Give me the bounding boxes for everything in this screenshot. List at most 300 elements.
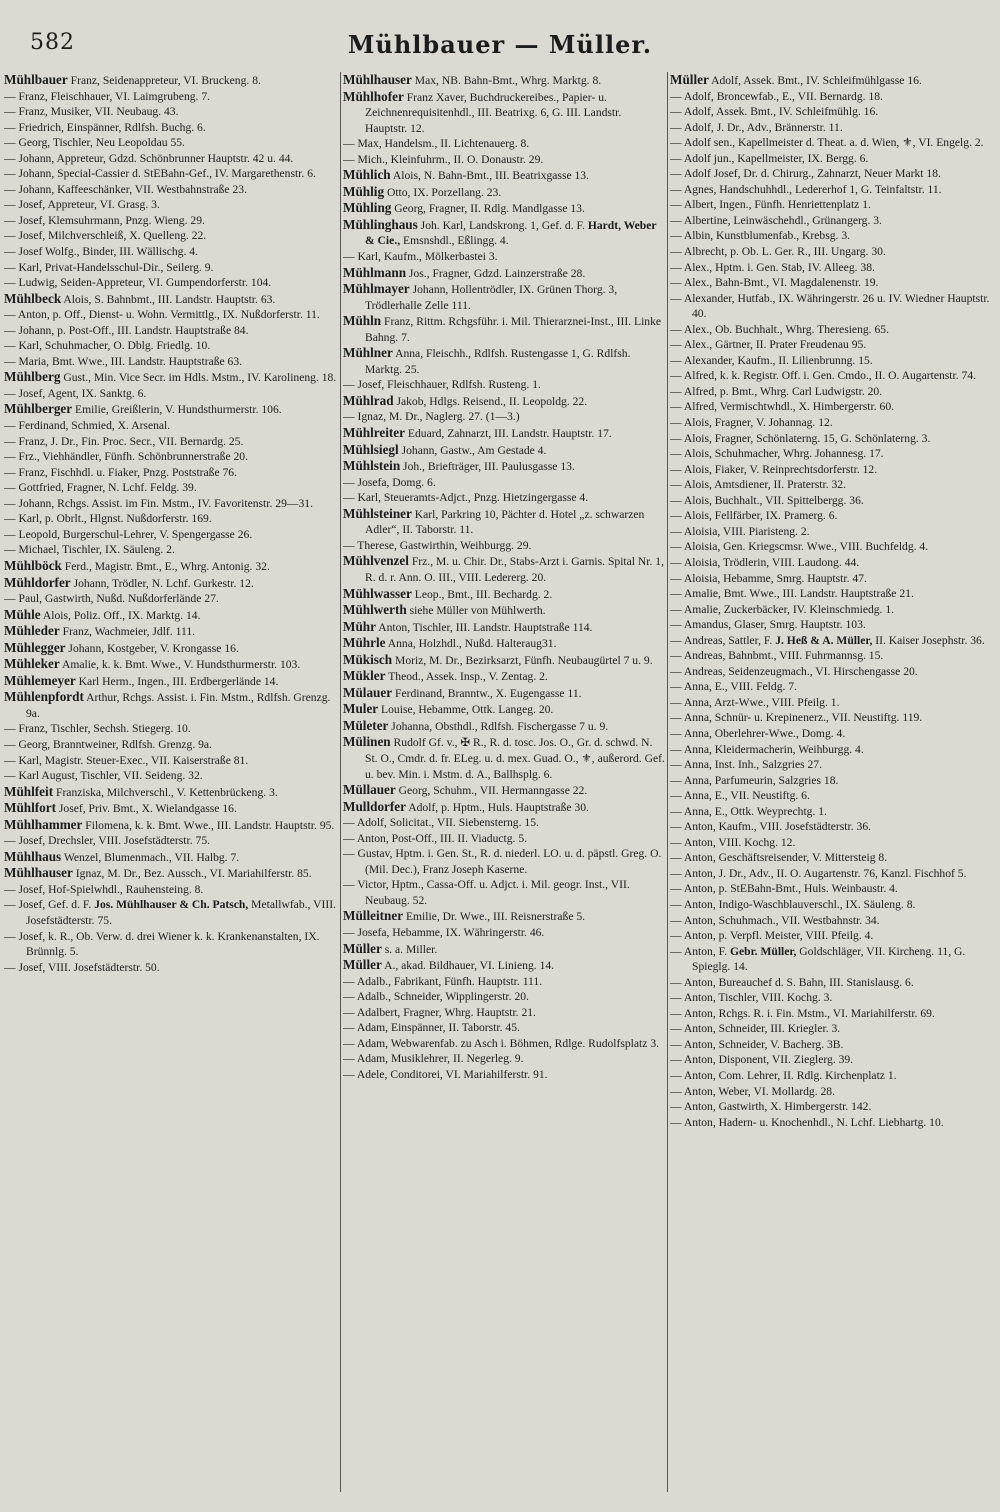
entry-surname: Mühling [343, 200, 392, 216]
entry-text: — Andreas, Bahnbmt., VIII. Fuhrmannsg. 15. [670, 649, 884, 663]
directory-entry [343, 265, 665, 282]
entry-text: — Georg, Tischler, Neu Leopoldau 55. [4, 136, 185, 150]
directory-entry [670, 710, 996, 726]
entry-text: — Alois, Amtsdiener, II. Praterstr. 32. [670, 478, 846, 492]
directory-entry [343, 200, 665, 217]
directory-entry [4, 800, 338, 817]
directory-entry [670, 757, 996, 773]
entry-text: — Anton, Geschäftsreisender, V. Mittersteig 8. [670, 851, 888, 865]
entry-text: — Albin, Kunstblumenfab., Krebsg. 3. [670, 229, 851, 243]
entry-text: — Adam, Musiklehrer, II. Negerleg. 9. [343, 1052, 524, 1066]
directory-entry [343, 957, 665, 974]
entry-surname: Mükisch [343, 651, 393, 667]
entry-text: Filomena, k. k. Bmt. Wwe., III. Landstr. Hauptstr. 95. [82, 818, 335, 832]
entry-text: — Albert, Ingen., Fünfh. Henriettenplatz 1. [670, 198, 871, 212]
directory-entry [670, 120, 996, 136]
entry-text: — Anna, E., VIII. Feldg. 7. [670, 680, 797, 694]
directory-entry [670, 617, 996, 633]
entry-text: — Josef Wolfg., Binder, III. Wällischg. 4. [4, 245, 198, 259]
entry-text: — Anton, F. [670, 944, 730, 958]
entry-text: Joh. Karl, Landskrong. 1, Gef. d. F. [417, 218, 588, 232]
directory-entry [343, 799, 665, 816]
entry-surname: Mühlberg [4, 369, 61, 385]
directory-entry [670, 446, 996, 462]
entry-text: Ferdinand, Branntw., X. Eugengasse 11. [392, 686, 582, 700]
entry-text: — Adele, Conditorei, VI. Mariahilferstr. 91. [343, 1067, 548, 1081]
directory-entry [343, 425, 665, 442]
directory-entry [4, 260, 338, 276]
entry-text: — Karl, Magistr. Steuer-Exec., VII. Kaiserstraße 81. [4, 753, 249, 767]
entry-text: Ignaz, M. Dr., Bez. Aussch., VI. Mariahilferstr. 85. [72, 867, 312, 881]
entry-text: — Adolf jun., Kapellmeister, IX. Bergg. 6. [670, 151, 869, 165]
directory-entry [343, 377, 665, 393]
directory-entry [670, 1037, 996, 1053]
directory-entry [670, 804, 996, 820]
entry-text: Emilie, Dr. Wwe., III. Reisnerstraße 5. [403, 910, 586, 924]
entry-text: — Anton, J. Dr., Adv., II. O. Augartenstr. 76, Kanzl. Fischhof 5. [670, 866, 967, 880]
directory-entry [670, 197, 996, 213]
directory-entry [343, 831, 665, 847]
entry-text: Gust., Min. Vice Secr. im Hdls. Mstm., IV. Karolineng. 18. [60, 371, 337, 385]
entry-surname: Mühlböck [4, 557, 62, 573]
directory-entry [670, 1084, 996, 1100]
entry-text: — Andreas, Sattler, F. [670, 633, 776, 647]
entry-surname: Mühlfort [4, 800, 57, 816]
entry-text: — Anton, p. StEBahn-Bmt., Huls. Weinbaustr. 4. [670, 882, 898, 896]
entry-text: — Adolf, Solicitat., VII. Siebensterng. 15. [343, 816, 539, 830]
directory-entry [4, 418, 338, 434]
entry-text: — Albertine, Leinwäschehdl., Grünangerg. 3. [670, 213, 882, 227]
directory-entry [670, 742, 996, 758]
entry-surname: Müller [343, 957, 382, 973]
directory-entry [670, 990, 996, 1006]
entry-text: Anna, Holzhdl., Nußd. Halteraug31. [385, 637, 557, 651]
directory-entry [670, 835, 996, 851]
directory-entry [343, 72, 665, 89]
entry-text: A., akad. Bildhauer, VI. Linieng. 14. [381, 959, 555, 973]
entry-surname: Mühlemeyer [4, 672, 76, 688]
entry-text: — Anton, Tischler, VIII. Kochg. 3. [670, 991, 833, 1005]
entry-text: — Anna, E., Ottk. Weyprechtg. 1. [670, 804, 827, 818]
entry-text: — Alex., Ob. Buchhalt., Whrg. Theresieng. 65. [670, 322, 889, 336]
directory-entry [343, 475, 665, 491]
entry-text: — Frz., Viehhändler, Fünfh. Schönbrunnerstraße 20. [4, 450, 248, 464]
directory-entry [4, 784, 338, 801]
entry-surname: Mühlstein [343, 458, 401, 474]
directory-entry [343, 718, 665, 735]
entry-surname: Mulldorfer [343, 798, 406, 814]
entry-text: — Albrecht, p. Ob. L. Ger. R., III. Ungarg. 30. [670, 245, 886, 259]
directory-entry [670, 571, 996, 587]
entry-firm: J. Heß & A. Müller, [775, 633, 873, 647]
entry-surname: Mühlmayer [343, 281, 410, 297]
directory-entry [4, 527, 338, 543]
entry-text: Eduard, Zahnarzt, III. Landstr. Hauptstr. 17. [405, 427, 612, 441]
directory-entry [670, 773, 996, 789]
directory-entry [343, 941, 665, 958]
directory-entry [670, 1099, 996, 1115]
directory-entry [4, 496, 338, 512]
directory-entry [670, 602, 996, 618]
column-divider [667, 72, 668, 1492]
directory-entry [343, 167, 665, 184]
directory-entry [670, 399, 996, 415]
entry-surname: Mükler [343, 668, 386, 684]
directory-entry [670, 1021, 996, 1037]
column-2 [343, 72, 665, 1492]
entry-text: — Adalbert, Fragner, Whrg. Hauptstr. 21. [343, 1005, 536, 1019]
directory-entry [670, 431, 996, 447]
directory-entry [670, 664, 996, 680]
entry-surname: Mühleder [4, 623, 60, 639]
entry-text: — Adolf sen., Kapellmeister d. Theat. a. d. Wien, ⚜, VI. Engelg. 2. [670, 136, 984, 150]
entry-surname: Mühlich [343, 167, 391, 183]
entry-text: Adolf, Assek. Bmt., IV. Schleifmühlgasse 16. [708, 74, 922, 87]
column-1 [4, 72, 338, 1492]
entry-text: Johann, Kostgeber, V. Krongasse 16. [65, 641, 239, 655]
directory-entry [670, 1052, 996, 1068]
directory-entry [4, 753, 338, 769]
directory-entry [343, 409, 665, 425]
entry-text: — Anna, Oberlehrer-Wwe., Domg. 4. [670, 726, 846, 740]
directory-entry [670, 788, 996, 804]
entry-surname: Mühlmann [343, 264, 407, 280]
directory-entry [4, 244, 338, 260]
entry-text: Alois, N. Bahn-Bmt., III. Beatrixgasse 13. [390, 169, 589, 183]
directory-entry [670, 555, 996, 571]
entry-text: — Karl, Steueramts-Adjct., Pnzg. Hietzingergasse 4. [343, 491, 589, 505]
entry-firm: Hardt, Weber & Cie., [365, 218, 657, 248]
entry-text: siehe Müller von Mühlwerth. [406, 604, 546, 618]
entry-text: Leop., Bmt., III. Bechardg. 2. [411, 587, 553, 601]
entry-text: Georg, Schuhm., VII. Hermanngasse 22. [395, 784, 588, 798]
directory-entry [4, 307, 338, 323]
entry-text: — Anton, Kaufm., VIII. Josefstädterstr. 36. [670, 820, 872, 834]
directory-entry [4, 817, 338, 834]
entry-text: Franz Xaver, Buchdruckereibes., Papier- u. Zeichnenrequisitenhdl., III. Beatrixg. 6, G. III. Landstr. Hauptstr. 12. [365, 90, 622, 135]
column-3 [670, 72, 996, 1492]
entry-text: — Ludwig, Seiden-Appreteur, VI. Gumpendorferstr. 104. [4, 276, 272, 290]
entry-text: — Josef, Agent, IX. Sanktg. 6. [4, 386, 147, 400]
directory-entry [343, 925, 665, 941]
entry-text: — Alois, Schuhmacher, Whrg. Johannesg. 17. [670, 447, 884, 461]
directory-entry [4, 849, 338, 866]
entry-text: — Anna, Parfumeurin, Salzgries 18. [670, 773, 839, 787]
entry-text: Jakob, Hdlgs. Reisend., II. Leopoldg. 22. [393, 394, 588, 408]
entry-text: — Anton, Schuhmach., VII. Westbahnstr. 34. [670, 913, 880, 927]
entry-text: — Karl, p. Obrlt., Hlgnst. Nußdorferstr. 169. [4, 512, 212, 526]
directory-entry [343, 586, 665, 603]
directory-entry [670, 228, 996, 244]
entry-surname: Mühleker [4, 656, 60, 672]
directory-entry [343, 701, 665, 718]
entry-text: — Franz, Musiker, VII. Neubaug. 43. [4, 105, 179, 119]
entry-text: — Josef, Milchverschleiß, X. Quelleng. 22. [4, 229, 207, 243]
entry-text: — Adolf, J. Dr., Adv., Brännerstr. 11. [670, 120, 843, 134]
directory-entry [4, 929, 338, 960]
entry-text: — Adalb., Fabrikant, Fünfh. Hauptstr. 111. [343, 974, 543, 988]
directory-entry [4, 401, 338, 418]
directory-entry [4, 721, 338, 737]
directory-entry [343, 846, 665, 877]
entry-text: — Aloisia, VIII. Piaristeng. 2. [670, 524, 810, 538]
directory-entry [4, 465, 338, 481]
entry-text: — Karl, Privat-Handelsschul-Dir., Seilerg. 9. [4, 260, 214, 274]
directory-entry [670, 726, 996, 742]
entry-text: — Alois, Fiaker, V. Reinprechtsdorferstr. 12. [670, 462, 878, 476]
entry-surname: Mühr [343, 618, 376, 634]
directory-entry [4, 386, 338, 402]
directory-entry [4, 369, 338, 386]
entry-text: Otto, IX. Porzellang. 23. [384, 185, 502, 199]
directory-entry [343, 553, 665, 585]
entry-surname: Mületer [343, 717, 389, 733]
entry-text: Anna, Fleischh., Rdlfsh. Rustengasse 1, G. Rdlfsh. Marktg. 25. [365, 347, 631, 376]
entry-text: — Franz, J. Dr., Fin. Proc. Secr., VII. Bernardg. 25. [4, 434, 244, 448]
directory-entry [670, 1115, 996, 1131]
directory-entry [670, 648, 996, 664]
directory-entry [4, 768, 338, 784]
entry-surname: Mühlig [343, 183, 385, 199]
entry-surname: Mühlhauser [4, 865, 73, 881]
directory-entry [343, 602, 665, 619]
directory-entry [4, 135, 338, 151]
directory-entry [670, 975, 996, 991]
entry-text: — Alois, Fellfärber, IX. Pramerg. 6. [670, 509, 838, 523]
directory-entry [343, 974, 665, 990]
directory-entry [4, 882, 338, 898]
directory-entry [343, 152, 665, 168]
directory-entry [4, 960, 338, 976]
entry-surname: Mülinen [343, 734, 391, 750]
entry-text: — Gottfried, Fragner, N. Lchf. Feldg. 39. [4, 481, 197, 495]
entry-text: Johann, Hollentrödler, IX. Grünen Thorg. 3, Trödlerhalle Zelle 111. [365, 283, 618, 312]
directory-entry [670, 819, 996, 835]
entry-text: Franz, Rittm. Rchgsführ. i. Mil. Thierarznei-Inst., III. Linke Bahng. 7. [365, 315, 662, 344]
entry-text: — Anton, p. Verpfl. Meister, VIII. Pfeilg. 4. [670, 929, 874, 943]
entry-text: — Amalie, Zuckerbäcker, IV. Kleinschmiedg. 1. [670, 602, 895, 616]
directory-entry [4, 640, 338, 657]
entry-surname: Mühlberger [4, 401, 73, 417]
entry-text: Karl, Parkring 10, Pächter d. Hotel „z. schwarzen Adler“, II. Taborstr. 11. [365, 507, 645, 537]
entry-text: Karl Herm., Ingen., III. Erdbergerlände 14. [75, 674, 279, 688]
entry-text: Wenzel, Blumenmach., VII. Halbg. 7. [61, 850, 240, 864]
entry-text: — Anton, Post-Off., III. II. Viaductg. 5. [343, 831, 528, 845]
entry-text: — Alois, Fragner, V. Johannag. 12. [670, 416, 833, 430]
entry-surname: Mühlhauser [343, 72, 412, 87]
directory-entry [670, 368, 996, 384]
directory-entry [4, 434, 338, 450]
directory-entry [670, 1006, 996, 1022]
directory-entry [670, 213, 996, 229]
directory-entry [343, 281, 665, 313]
entry-surname: Mülleitner [343, 908, 404, 924]
entry-text: — Adam, Einspänner, II. Taborstr. 45. [343, 1021, 520, 1035]
directory-entry [670, 913, 996, 929]
directory-entry [670, 695, 996, 711]
entry-text: — Johann, Appreteur, Gdzd. Schönbrunner Hauptstr. 42 u. 44. [4, 151, 294, 165]
directory-entry [4, 865, 338, 882]
entry-text: — Amandus, Glaser, Smrg. Hauptstr. 103. [670, 618, 866, 632]
entry-text: — Adolf, Assek. Bmt., IV. Schleifmühlg. 16. [670, 105, 879, 119]
entry-surname: Mühlrad [343, 392, 394, 408]
entry-text: — Paul, Gastwirth, Nußd. Nußdorferlände 27. [4, 592, 219, 606]
directory-entry [670, 586, 996, 602]
directory-entry [670, 244, 996, 260]
entry-text: Josef, Priv. Bmt., X. Wielandgasse 16. [56, 802, 237, 816]
entry-text: — Josef, Hof-Spielwhdl., Rauhensteing. 8. [4, 882, 204, 896]
directory-entry [343, 635, 665, 652]
entry-text: — Anton, Com. Lehrer, II. Rdlg. Kirchenplatz 1. [670, 1069, 897, 1082]
directory-entry [670, 275, 996, 291]
entry-text: — Josefa, Hebamme, IX. Währingerstr. 46. [343, 925, 545, 939]
entry-text: — Amalie, Bmt. Wwe., III. Landstr. Hauptstraße 21. [670, 587, 914, 601]
directory-entry [4, 591, 338, 607]
entry-text: — Karl, Kaufm., Mölkerbastei 3. [343, 250, 498, 264]
entry-text: — Andreas, Seidenzeugmach., VI. Hirschengasse 20. [670, 664, 918, 678]
directory-entry [670, 493, 996, 509]
directory-entry [4, 623, 338, 640]
entry-text: Franziska, Milchverschl., V. Kettenbrückeng. 3. [53, 785, 278, 799]
entry-text: Franz, Wachmeier, Jdlf. 111. [59, 625, 196, 639]
directory-entry [670, 850, 996, 866]
directory-entry [343, 1020, 665, 1036]
directory-entry [4, 897, 338, 928]
entry-text: — Anton, Indigo-Waschblauverschl., IX. Säuleng. 8. [670, 897, 916, 911]
directory-entry [343, 458, 665, 475]
directory-entry [343, 1036, 665, 1052]
entry-text: — Alois, Fragner, Schönlaterng. 15, G. Schönlaterng. 3. [670, 431, 931, 445]
directory-entry [670, 944, 996, 975]
entry-text: — Josef, Klemsuhrmann, Pnzg. Wieng. 29. [4, 213, 205, 227]
directory-entry [670, 1068, 996, 1084]
directory-entry [4, 197, 338, 213]
entry-text: — Aloisia, Trödlerin, VIII. Laudong. 44. [670, 555, 860, 569]
directory-entry [343, 490, 665, 506]
directory-entry [343, 538, 665, 554]
directory-entry [343, 619, 665, 636]
directory-entry [343, 89, 665, 137]
entry-surname: Mühlwasser [343, 585, 412, 601]
entry-text: — Karl, Schuhmacher, O. Dblg. Friedlg. 10. [4, 339, 211, 353]
entry-surname: Mühlinghaus [343, 216, 418, 232]
entry-surname: Mühlner [343, 345, 393, 361]
directory-entry [343, 393, 665, 410]
entry-text: Arthur, Rchgs. Assist. i. Fin. Mstm., Rdlfsh. Grenzg. 9a. [26, 691, 331, 720]
directory-entry [670, 260, 996, 276]
entry-surname: Mühldorfer [4, 574, 71, 590]
directory-entry [343, 685, 665, 702]
entry-text: — Aloisia, Hebamme, Smrg. Hauptstr. 47. [670, 571, 867, 585]
directory-entry [670, 72, 996, 89]
entry-text: — Ignaz, M. Dr., Naglerg. 27. (1—3.) [343, 410, 520, 424]
entry-text: — Anton, Bureauchef d. S. Bahn, III. Stanislausg. 6. [670, 975, 914, 989]
directory-entry [4, 480, 338, 496]
entry-text: — Anna, Inst. Inh., Salzgries 27. [670, 758, 822, 772]
directory-entry [4, 833, 338, 849]
directory-entry [4, 323, 338, 339]
entry-surname: Mühlbeck [4, 290, 62, 306]
entry-surname: Mührle [343, 635, 386, 651]
entry-text: — Gustav, Hptm. i. Gen. St., R. d. niederl. LO. u. d. päpstl. Greg. O. (Mil. Dec.), Franz Joseph Kaserne. [343, 847, 662, 876]
entry-surname: Müller [343, 940, 382, 956]
directory-entry [4, 213, 338, 229]
directory-entry [670, 135, 996, 151]
entry-text: — Anton, VIII. Kochg. 12. [670, 835, 796, 849]
entry-text: — Johann, Rchgs. Assist. im Fin. Mstm., IV. Favoritenstr. 29—31. [4, 496, 313, 510]
directory-entry [343, 734, 665, 782]
entry-text: — Karl August, Tischler, VII. Seideng. 32. [4, 769, 203, 783]
entry-surname: Mühlhammer [4, 816, 83, 832]
entry-surname: Müller [670, 72, 709, 87]
entry-text: — Alfred, p. Bmt., Whrg. Carl Ludwigstr. 20. [670, 384, 883, 398]
entry-surname: Mühlbauer [4, 72, 68, 87]
directory-entry [4, 275, 338, 291]
directory-entry [4, 72, 338, 89]
entry-surname: Mühlegger [4, 639, 66, 655]
entry-text: Max, NB. Bahn-Bmt., Whrg. Marktg. 8. [411, 74, 602, 87]
directory-entry [343, 184, 665, 201]
entry-text: Moriz, M. Dr., Bezirksarzt, Fünfh. Neubaugürtel 7 u. 9. [392, 653, 653, 667]
directory-entry [4, 656, 338, 673]
entry-text: — Maria, Bmt. Wwe., III. Landstr. Hauptstraße 63. [4, 354, 243, 368]
directory-entry [4, 449, 338, 465]
entry-text: — Alexander, Hutfab., IX. Währingerstr. 26 u. IV. Wiedner Hauptstr. 40. [670, 291, 990, 321]
column-divider [340, 72, 341, 1492]
entry-text: — Johann, p. Post-Off., III. Landstr. Hauptstraße 84. [4, 323, 249, 337]
entry-text-continued: II. Kaiser Josephstr. 36. [872, 633, 985, 647]
entry-text: — Anton, Weber, VI. Mollardg. 28. [670, 1084, 835, 1098]
entry-text: Rudolf Gf. v., ✠ R., R. d. tosc. Jos. O., Gr. d. schwd. N. St. O., Cmdr. d. fr. ELeg. u. d. mex. Guad. O., ⚜, außerord. Gef. u. bev. Min. i. Mstm. d. A., Ballhsplg. 6. [365, 736, 665, 781]
entry-surname: Mühlfeit [4, 783, 54, 799]
entry-text: Johann, Trödler, N. Lchf. Gurkestr. 12. [70, 576, 254, 590]
entry-text: — Johann, Kaffeeschänker, VII. Westbahnstraße 23. [4, 182, 247, 196]
entry-surname: Mühlsiegl [343, 441, 399, 457]
entry-text: — Johann, Special-Cassier d. StEBahn-Gef., IV. Margarethenstr. 6. [4, 167, 316, 181]
entry-text: — Josef, Appreteur, VI. Grasg. 3. [4, 198, 160, 212]
entry-text: — Michael, Tischler, IX. Säuleng. 2. [4, 543, 175, 557]
entry-firm: Jos. Mühlhauser & Ch. Patsch, [94, 898, 249, 912]
directory-entry [343, 782, 665, 799]
entry-text: — Agnes, Handschuhhdl., Ledererhof 1, G. Teinfaltstr. 11. [670, 182, 942, 196]
directory-entry [4, 228, 338, 244]
entry-text: — Victor, Hptm., Cassa-Off. u. Adjct. i. Mil. geogr. Inst., VII. Neubaug. 52. [343, 878, 630, 907]
entry-text: — Anton, Schneider, III. Kriegler. 3. [670, 1022, 841, 1036]
directory-entry [670, 866, 996, 882]
entry-surname: Mühlwerth [343, 602, 407, 618]
directory-entry [4, 607, 338, 624]
entry-text: Johanna, Obsthdl., Rdlfsh. Fischergasse 7 u. 9. [388, 719, 609, 733]
entry-text: — Josef, Drechsler, VIII. Josefstädterstr. 75. [4, 834, 211, 848]
directory-entry [4, 689, 338, 721]
directory-entry [670, 881, 996, 897]
directory-entry [4, 291, 338, 308]
entry-text: — Alfred, k. k. Registr. Off. i. Gen. Cmdo., II. O. Augartenstr. 74. [670, 369, 977, 383]
entry-text: — Ferdinand, Schmied, X. Arsenal. [4, 419, 171, 433]
entry-text: — Josef, Fleischhauer, Rdlfsh. Rusteng. 1. [343, 378, 541, 392]
directory-entry [670, 897, 996, 913]
directory-entry [670, 508, 996, 524]
directory-entry [4, 737, 338, 753]
directory-entry [4, 542, 338, 558]
entry-text: — Franz, Fleischhauer, VI. Laimgrubeng. 7. [4, 89, 211, 103]
directory-entry [4, 120, 338, 136]
entry-text: s. a. Miller. [381, 942, 438, 956]
entry-surname: Mühln [343, 313, 382, 329]
directory-entry [670, 524, 996, 540]
directory-entry [343, 442, 665, 459]
directory-entry [343, 989, 665, 1005]
